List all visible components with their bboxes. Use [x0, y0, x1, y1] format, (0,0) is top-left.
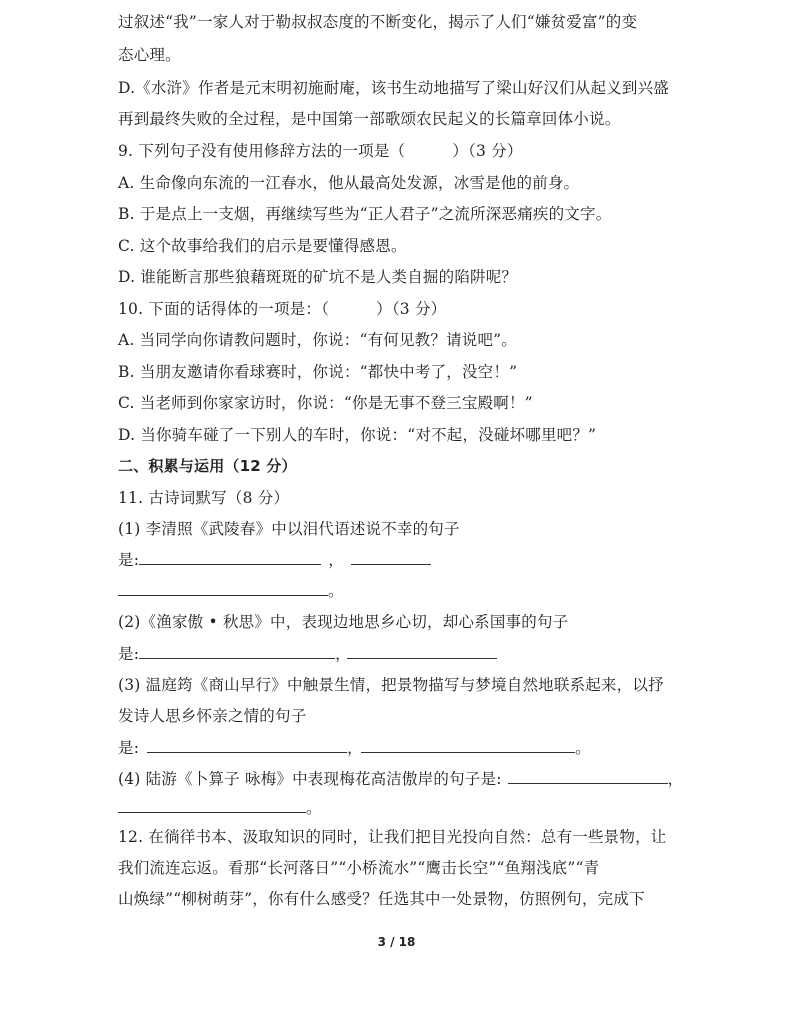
period: 。 — [575, 739, 591, 757]
answer-blank[interactable] — [118, 580, 328, 596]
page-number: 3 / 18 — [377, 935, 416, 949]
text-line: 山焕绿”“柳树萌芽”，你有什么感受？任选其中一处景物，仿照例句，完成下 — [118, 890, 645, 908]
answer-line — [118, 549, 685, 571]
option-a: A. 生命像向东流的一江春水，他从最高处发源，冰雪是他的前身。 — [118, 174, 580, 192]
text-line: 发诗人思乡怀亲之情的句子 — [118, 707, 307, 725]
answer-prefix: 是: — [118, 645, 140, 663]
answer-prefix: 是: — [118, 551, 140, 569]
text-line: 态心理。 — [118, 46, 181, 64]
question-11-4 — [118, 768, 685, 790]
answer-blank[interactable] — [347, 643, 497, 659]
answer-line — [118, 643, 685, 665]
option-a: A. 当同学向你请教问题时，你说：“有何见教？请说吧”。 — [118, 331, 517, 349]
option-c: C. 当老师到你家家访时，你说：“你是无事不登三宝殿啊！” — [118, 394, 533, 412]
answer-blank[interactable] — [139, 549, 321, 565]
answer-line — [118, 797, 685, 819]
question-9: 9. 下列句子没有使用修辞方法的一项是（ ）（3 分） — [118, 142, 523, 160]
answer-blank[interactable] — [508, 768, 668, 784]
question-11: 11. 古诗词默写（8 分） — [118, 489, 290, 507]
comma: ， — [335, 645, 351, 663]
answer-blank[interactable] — [361, 737, 575, 753]
option-d: D. 当你骑车碰了一下别人的车时，你说：“对不起，没碰坏哪里吧？” — [118, 426, 597, 444]
period: 。 — [306, 799, 322, 817]
answer-blank[interactable] — [139, 643, 335, 659]
question-11-2: (2)《渔家傲 • 秋思》中，表现边地思乡心切，却心系国事的句子 — [118, 613, 569, 631]
text-line: 再到最终失败的全过程，是中国第一部歌颂农民起义的长篇章回体小说。 — [118, 110, 621, 128]
option-b: B. 当朋友邀请你看球赛时，你说：“都快中考了，没空！” — [118, 363, 518, 381]
question-10: 10. 下面的话得体的一项是：（ ）（3 分） — [118, 300, 447, 318]
text-line: 我们流连忘返。看那“长河落日”“小桥流水”“鹰击长空”“鱼翔浅底”“青 — [118, 859, 600, 877]
question-12: 12. 在徜徉书本、汲取知识的同时，让我们把目光投向自然：总有一些景物，让 — [118, 828, 667, 846]
answer-blank[interactable] — [147, 737, 347, 753]
question-11-4-text: (4) 陆游《卜算子 咏梅》中表现梅花高洁傲岸的句子是: — [118, 770, 502, 788]
answer-blank[interactable] — [118, 797, 306, 813]
text-line: 过叙述“我”一家人对于勒叔叔态度的不断变化，揭示了人们“嫌贫爱富”的变 — [118, 13, 638, 31]
option-d: D.《水浒》作者是元末明初施耐庵，该书生动地描写了梁山好汉们从起义到兴盛 — [118, 79, 670, 97]
question-11-1: (1) 李清照《武陵春》中以泪代语述说不幸的句子 — [118, 520, 460, 538]
answer-prefix: 是: — [118, 739, 140, 757]
section-heading: 二、积累与运用（12 分） — [118, 457, 297, 475]
comma: ， — [328, 551, 344, 569]
option-b: B. 于是点上一支烟，再继续写些为“正人君子”之流所深恶痛疾的文字。 — [118, 205, 612, 223]
comma: ， — [347, 739, 363, 757]
option-d: D. 谁能断言那些狼藉斑斑的矿坑不是人类自掘的陷阱呢？ — [118, 268, 518, 286]
answer-line — [118, 580, 685, 602]
period: 。 — [328, 582, 344, 600]
answer-blank[interactable] — [351, 549, 431, 565]
option-c: C. 这个故事给我们的启示是要懂得感恩。 — [118, 237, 407, 255]
comma: ， — [667, 770, 684, 788]
question-11-3: (3) 温庭筠《商山早行》中触景生情，把景物描写与梦境自然地联系起来，以抒 — [118, 676, 664, 694]
answer-line — [118, 737, 685, 759]
